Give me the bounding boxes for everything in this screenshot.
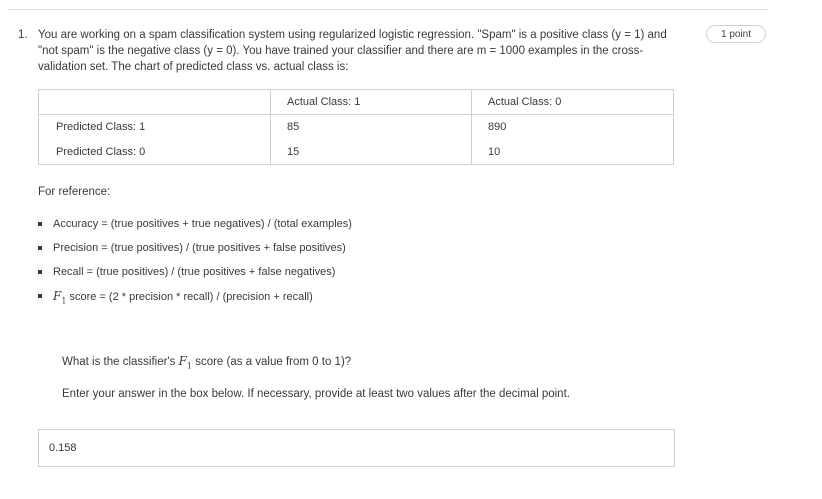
list-item: [38, 263, 352, 287]
reference-label: For reference:: [38, 186, 111, 198]
confusion-matrix-table: [38, 89, 674, 165]
list-item: [38, 239, 352, 263]
bullet-icon: [38, 222, 42, 226]
f1-letter: F: [178, 354, 187, 368]
f1-symbol: [178, 354, 193, 371]
answer-input[interactable]: [38, 429, 675, 467]
list-item: [38, 215, 352, 239]
top-divider: [8, 9, 768, 10]
table-cell: 890: [472, 115, 674, 140]
bullet-icon: [38, 270, 42, 274]
bullet-icon: [38, 246, 42, 250]
table-cell: 10: [472, 140, 674, 165]
table-cell: Predicted Class: 1: [56, 121, 146, 134]
table-header-row: [39, 90, 674, 115]
f1-symbol: [53, 289, 67, 306]
ask-text-before: What is the classifier's: [62, 356, 179, 368]
table-cell: 15: [271, 140, 472, 165]
question-number: 1.: [18, 29, 28, 41]
reference-accuracy: Accuracy = (true positives + true negatives) / (total examples): [53, 218, 352, 230]
reference-precision: Precision = (true positives) / (true positives + false positives): [53, 242, 346, 254]
table-header-cell: Actual Class: 1: [271, 90, 472, 115]
table-cell: 85: [271, 115, 472, 140]
table-header-cell: Actual Class: 0: [472, 90, 674, 115]
table-cell: Predicted Class: 0: [56, 145, 146, 158]
answer-instruction: Enter your answer in the box below. If necessary, provide at least two values after the decimal point.: [62, 388, 570, 400]
list-item: [38, 287, 352, 311]
points-badge: 1 point: [706, 25, 766, 43]
table-row: [39, 140, 674, 165]
table-row: [39, 115, 674, 140]
bullet-icon: [38, 294, 42, 298]
ask-text-after: score (as a value from 0 to 1)?: [192, 356, 352, 368]
reference-recall: Recall = (true positives) / (true positives + false negatives): [53, 266, 336, 278]
f1-letter: F: [53, 289, 62, 303]
reference-f1: score = (2 * precision * recall) / (precision + recall): [66, 291, 313, 303]
table-header-cell: [39, 90, 271, 115]
question-prompt: You are working on a spam classification system using regularized logistic regression. "Spam" is a positive class (y = 1) and "not spam" is the negative class (y = 0). You have trained your classifier and there are m = 1000 examples in the cross-validation set. The chart of predicted class vs. actual class is:: [38, 29, 667, 73]
reference-list: [38, 215, 352, 311]
f1-subscript: 1: [186, 361, 193, 371]
f1-subscript: 1: [61, 296, 67, 306]
question-ask: [62, 353, 351, 374]
